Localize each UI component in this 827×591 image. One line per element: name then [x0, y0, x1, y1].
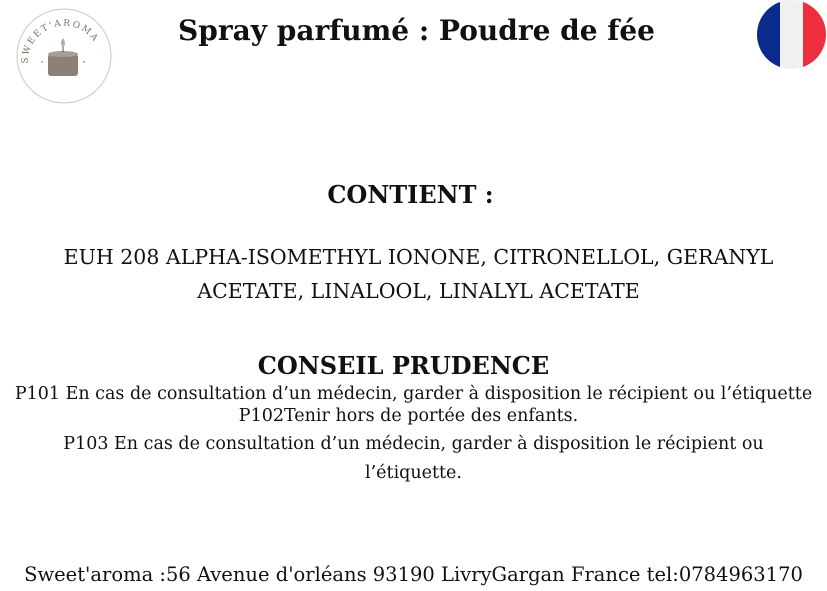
contient-heading: CONTIENT :: [327, 180, 494, 209]
precaution-p101: P101 En cas de consultation d’un médecin, garder à disposition le récipient ou l’étiquette: [14, 384, 813, 404]
logo-text: SWEET'AROMA: [20, 18, 101, 64]
conseil-heading: CONSEIL PRUDENCE: [257, 351, 550, 380]
precaution-p103: P103 En cas de consultation d’un médecin, garder à disposition le récipient ou l’étiquette.: [63, 434, 764, 483]
precaution-p102: P102Tenir hors de portée des enfants.: [238, 406, 579, 426]
page-title: Spray parfumé : Poudre de fée: [178, 14, 655, 47]
footer-address: Sweet'aroma :56 Avenue d'orléans 93190 LivryGargan France tel:0784963170: [24, 563, 803, 586]
ingredients-text: EUH 208 ALPHA-ISOMETHYL IONONE, CITRONELLOL, GERANYL ACETATE, LINALOOL, LINALYL ACETATE: [63, 245, 774, 303]
